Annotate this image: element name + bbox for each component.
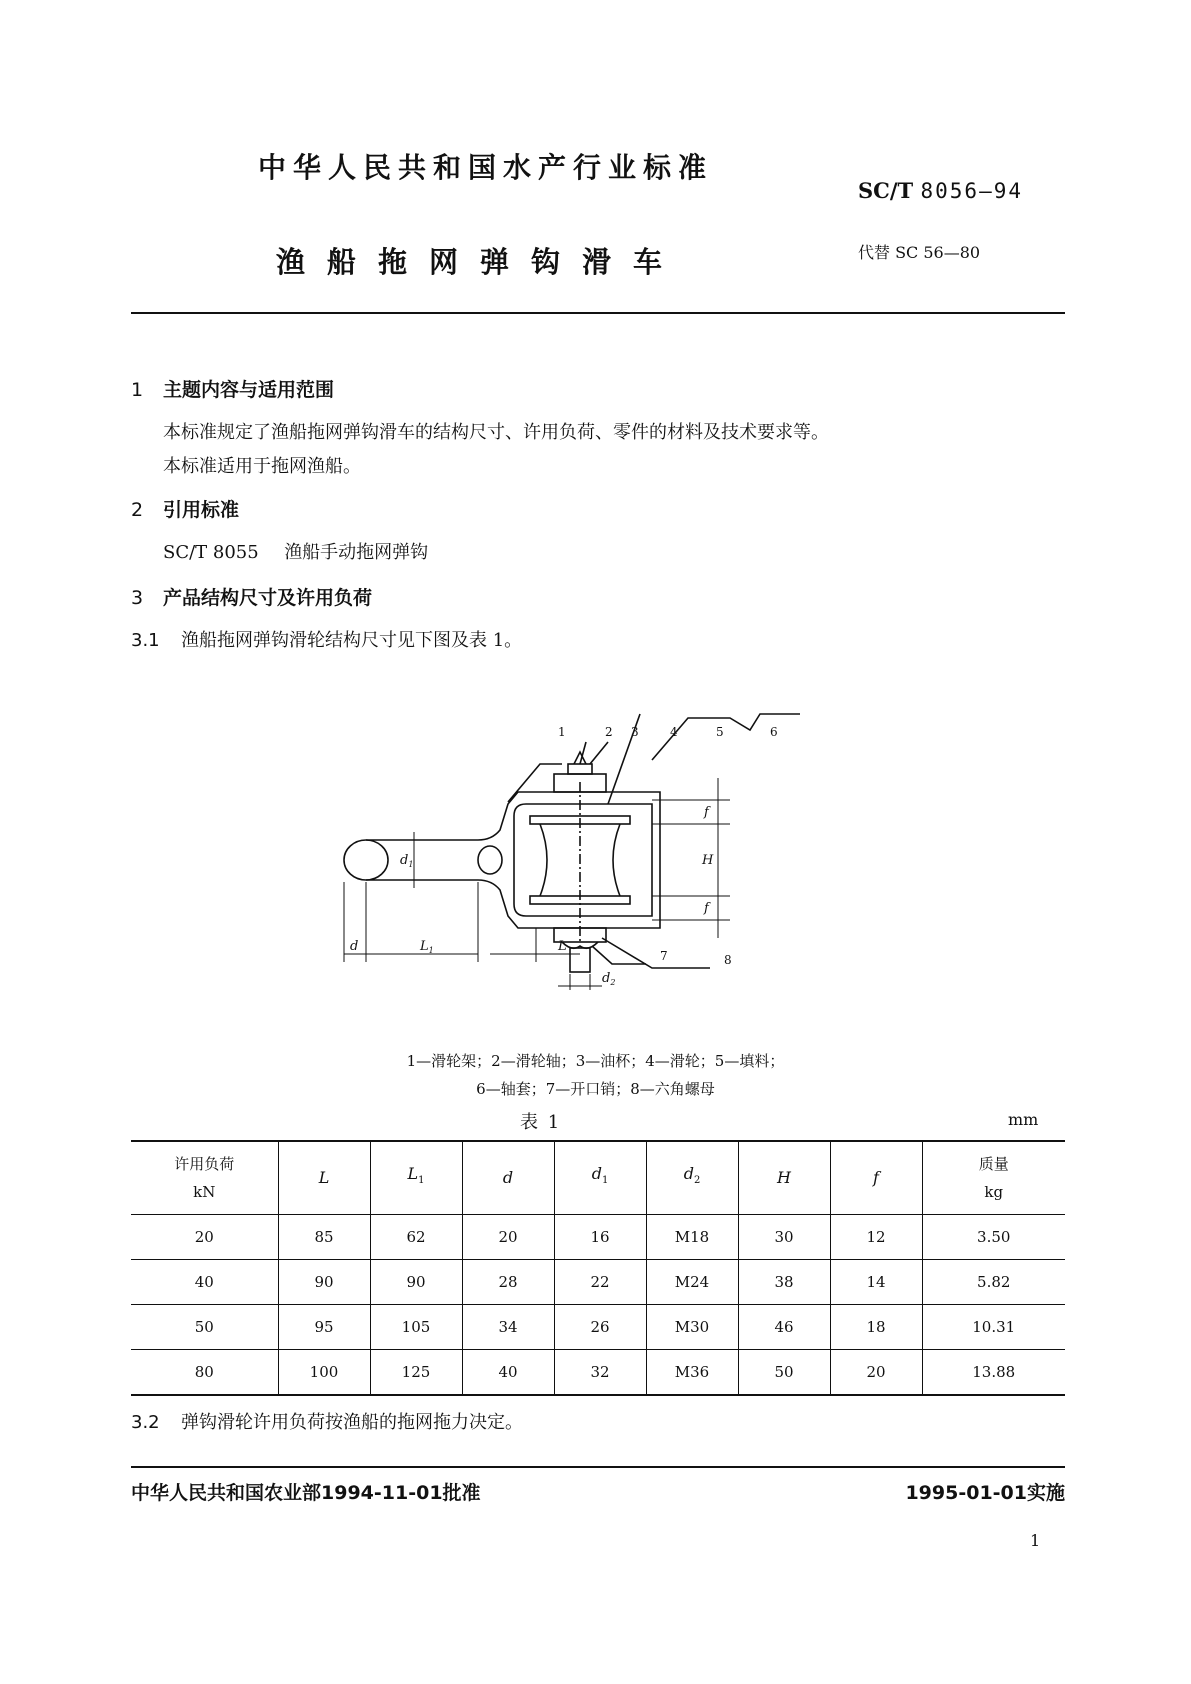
table-cell: 46 (738, 1305, 830, 1350)
section-1-paragraph-1: 本标准规定了渔船拖网弹钩滑车的结构尺寸、许用负荷、零件的材料及技术要求等。 (163, 422, 829, 443)
table-cell: 12 (830, 1215, 922, 1260)
header-d2: $d_2$ (646, 1141, 738, 1215)
subsection-3-2 (131, 1408, 523, 1434)
header-divider (131, 312, 1065, 314)
part-number-5: 5 (716, 725, 724, 739)
table-cell: 40 (462, 1350, 554, 1396)
table-cell: 5.82 (922, 1260, 1065, 1305)
table-cell: M24 (646, 1260, 738, 1305)
table-cell: 100 (278, 1350, 370, 1396)
header-H: H (738, 1141, 830, 1215)
table-cell: 3.50 (922, 1215, 1065, 1260)
table-cell: 90 (370, 1260, 462, 1305)
header-f: f (830, 1141, 922, 1215)
header-L1: $L_1$ (370, 1141, 462, 1215)
dim-label-L: L (558, 939, 567, 954)
table-cell: 13.88 (922, 1350, 1065, 1396)
document-title: 渔船拖网弹钩滑车 (276, 245, 685, 279)
footer-divider (131, 1466, 1065, 1468)
dim-label-L1: $L_1$ (420, 939, 434, 955)
reference-standard (163, 538, 428, 564)
table-cell: 95 (278, 1305, 370, 1350)
table-cell: 105 (370, 1305, 462, 1350)
subsection-3-1 (131, 626, 522, 652)
section-1-heading (131, 375, 334, 402)
reference-title: 渔船手动拖网弹钩 (284, 542, 429, 563)
subsection-3-1-number: 3.1 (131, 630, 160, 651)
part-number-8: 8 (724, 953, 732, 967)
table-cell: M30 (646, 1305, 738, 1350)
header-mass: 质量 kg (922, 1141, 1065, 1215)
section-1-number: 1 (131, 379, 144, 401)
table-row (131, 1260, 1065, 1305)
part-number-1: 1 (558, 725, 566, 739)
table-cell: 38 (738, 1260, 830, 1305)
table-cell: 10.31 (922, 1305, 1065, 1350)
table-header-row (131, 1141, 1065, 1215)
header-L: L (278, 1141, 370, 1215)
part-number-7: 7 (660, 949, 668, 963)
dim-label-H: H (702, 853, 714, 868)
header-d1: $d_1$ (554, 1141, 646, 1215)
table-row (131, 1305, 1065, 1350)
table-cell: 22 (554, 1260, 646, 1305)
effective-date: 1995-01-01实施 (905, 1482, 1065, 1504)
standard-code-prefix: SC/T (858, 178, 914, 203)
table-cell: 50 (131, 1305, 278, 1350)
table-cell: 16 (554, 1215, 646, 1260)
section-3-heading (131, 583, 372, 610)
standard-code-number: 8056—94 (920, 179, 1024, 203)
section-2-title: 引用标准 (163, 499, 240, 521)
table-cell: 125 (370, 1350, 462, 1396)
table-cell: M18 (646, 1215, 738, 1260)
table-cell: 18 (830, 1305, 922, 1350)
dim-label-d: d (350, 939, 359, 954)
header-load: 许用负荷 kN (131, 1141, 278, 1215)
table-cell: 14 (830, 1260, 922, 1305)
pulley-structure-drawing (340, 725, 860, 998)
table-cell: 90 (278, 1260, 370, 1305)
reference-code: SC/T 8055 (163, 542, 259, 563)
section-2-number: 2 (131, 499, 144, 521)
section-1-paragraph-2: 本标准适用于拖网渔船。 (163, 456, 361, 477)
part-number-2: 2 (605, 725, 613, 739)
section-1-title: 主题内容与适用范围 (163, 379, 335, 401)
table-title: 表 1 (520, 1112, 562, 1133)
table-cell: 40 (131, 1260, 278, 1305)
table-cell: M36 (646, 1350, 738, 1396)
part-number-4: 4 (670, 725, 678, 739)
section-3-number: 3 (131, 587, 144, 609)
table-cell: 20 (131, 1215, 278, 1260)
dim-label-d1: $d_1$ (400, 853, 414, 869)
dim-label-d2: $d_2$ (602, 971, 616, 987)
part-number-6: 6 (770, 725, 778, 739)
standard-org-title: 中华人民共和国水产行业标准 (258, 151, 714, 184)
table-cell: 85 (278, 1215, 370, 1260)
subsection-3-1-text: 渔船拖网弹钩滑轮结构尺寸见下图及表 1。 (181, 630, 523, 651)
dim-label-f-bottom: f (704, 901, 709, 916)
table-cell: 20 (830, 1350, 922, 1396)
table-cell: 50 (738, 1350, 830, 1396)
table-unit: mm (1008, 1110, 1039, 1129)
table-cell: 80 (131, 1350, 278, 1396)
table-cell: 20 (462, 1215, 554, 1260)
subsection-3-2-text: 弹钩滑轮许用负荷按渔船的拖网拖力决定。 (181, 1412, 523, 1433)
figure-legend-line-1: 1—滑轮架；2—滑轮轴；3—油杯；4—滑轮；5—填料； (406, 1052, 785, 1070)
section-2-heading (131, 495, 239, 522)
approval-note: 中华人民共和国农业部1994-11-01批准 (131, 1482, 481, 1504)
part-number-3: 3 (631, 725, 639, 739)
replaces-note: 代替 SC 56—80 (858, 243, 981, 262)
table-cell: 32 (554, 1350, 646, 1396)
table-cell: 62 (370, 1215, 462, 1260)
figure-legend-line-2: 6—轴套；7—开口销；8—六角螺母 (476, 1080, 715, 1098)
table-row (131, 1215, 1065, 1260)
table-cell: 34 (462, 1305, 554, 1350)
section-3-title: 产品结构尺寸及许用负荷 (163, 587, 373, 609)
header-d: d (462, 1141, 554, 1215)
table-cell: 26 (554, 1305, 646, 1350)
subsection-3-2-number: 3.2 (131, 1412, 160, 1433)
table-cell: 28 (462, 1260, 554, 1305)
dim-label-f-top: f (704, 805, 709, 820)
page-number: 1 (1030, 1531, 1041, 1550)
table-cell: 30 (738, 1215, 830, 1260)
standard-code (858, 178, 1023, 203)
table-row (131, 1350, 1065, 1396)
spec-table (131, 1140, 1065, 1396)
